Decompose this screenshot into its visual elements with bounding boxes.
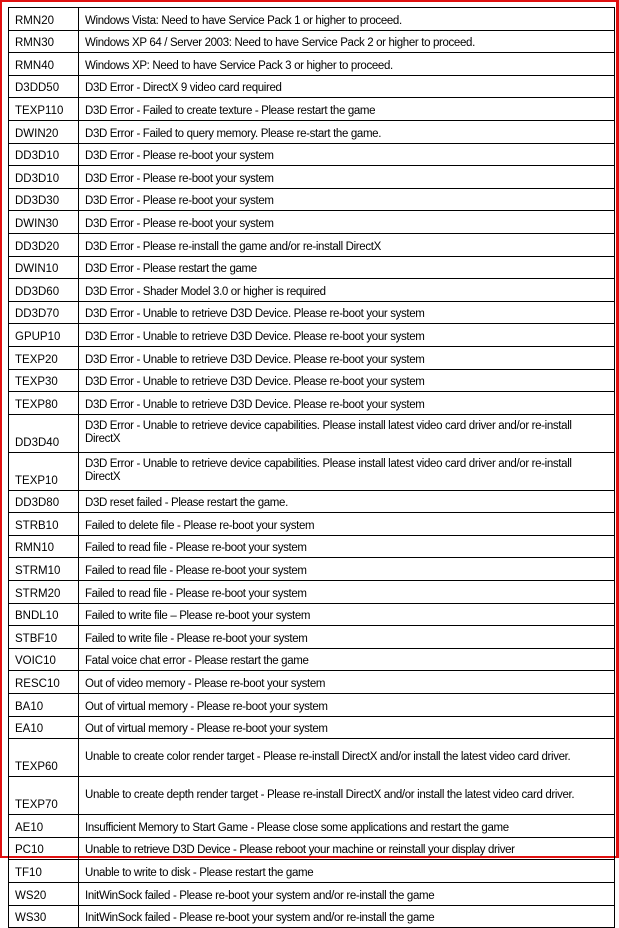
error-code-cell: TEXP70 — [9, 777, 79, 815]
error-description-cell: Failed to write file – Please re-boot your system — [79, 603, 615, 626]
table-row — [9, 188, 615, 211]
error-description-cell: Windows XP 64 / Server 2003: Need to have Service Pack 2 or higher to proceed. — [79, 30, 615, 53]
error-description-cell: D3D Error - Unable to retrieve D3D Device. Please re-boot your system — [79, 301, 615, 324]
error-description-cell: D3D Error - Unable to retrieve D3D Device. Please re-boot your system — [79, 346, 615, 369]
error-code-cell: STRM20 — [9, 581, 79, 604]
error-code-cell: GPUP10 — [9, 324, 79, 347]
error-code-cell: D3DD50 — [9, 75, 79, 98]
error-code-cell: DD3D10 — [9, 143, 79, 166]
error-code-cell: TEXP30 — [9, 369, 79, 392]
error-description-cell: D3D Error - Shader Model 3.0 or higher is required — [79, 279, 615, 302]
error-description-cell: Failed to write file - Please re-boot your system — [79, 626, 615, 649]
error-code-cell: TEXP20 — [9, 346, 79, 369]
error-code-cell: DD3D60 — [9, 279, 79, 302]
error-code-cell: RMN20 — [9, 8, 79, 31]
table-row — [9, 211, 615, 234]
table-row — [9, 837, 615, 860]
error-code-cell: WS30 — [9, 905, 79, 928]
table-row — [9, 905, 615, 928]
table-row — [9, 53, 615, 76]
table-row — [9, 279, 615, 302]
table-row — [9, 671, 615, 694]
error-description-cell: D3D reset failed - Please restart the game. — [79, 490, 615, 513]
table-row — [9, 392, 615, 415]
error-code-cell: STBF10 — [9, 626, 79, 649]
table-row — [9, 513, 615, 536]
error-code-cell: DD3D10 — [9, 166, 79, 189]
error-description-cell: InitWinSock failed - Please re-boot your system and/or re-install the game — [79, 905, 615, 928]
table-row — [9, 120, 615, 143]
error-description-cell: Out of virtual memory - Please re-boot your system — [79, 694, 615, 717]
error-description-cell: Insufficient Memory to Start Game - Please close some applications and restart the game — [79, 815, 615, 838]
table-row — [9, 716, 615, 739]
error-description-cell: D3D Error - Unable to retrieve D3D Device. Please re-boot your system — [79, 392, 615, 415]
table-row — [9, 648, 615, 671]
error-description-cell: D3D Error - Please re-boot your system — [79, 211, 615, 234]
table-row — [9, 414, 615, 452]
table-row — [9, 166, 615, 189]
error-description-cell: D3D Error - Unable to retrieve D3D Device. Please re-boot your system — [79, 324, 615, 347]
table-row — [9, 558, 615, 581]
error-description-cell: Out of video memory - Please re-boot your system — [79, 671, 615, 694]
table-row — [9, 369, 615, 392]
table-row — [9, 301, 615, 324]
error-code-cell: RESC10 — [9, 671, 79, 694]
error-code-cell: TEXP80 — [9, 392, 79, 415]
table-row — [9, 739, 615, 777]
error-description-cell: Unable to create color render target - Please re-install DirectX and/or install the latest video card driver. — [79, 739, 615, 777]
error-description-cell: D3D Error - DirectX 9 video card required — [79, 75, 615, 98]
error-code-cell: RMN30 — [9, 30, 79, 53]
table-row — [9, 535, 615, 558]
error-description-cell: D3D Error - Please re-install the game and/or re-install DirectX — [79, 233, 615, 256]
table-row — [9, 233, 615, 256]
table-row — [9, 324, 615, 347]
table-row — [9, 694, 615, 717]
error-code-cell: DD3D40 — [9, 414, 79, 452]
error-code-cell: RMN10 — [9, 535, 79, 558]
error-description-cell: Windows XP: Need to have Service Pack 3 or higher to proceed. — [79, 53, 615, 76]
table-row — [9, 626, 615, 649]
error-description-cell: D3D Error - Please restart the game — [79, 256, 615, 279]
error-description-cell: Out of virtual memory - Please re-boot your system — [79, 716, 615, 739]
table-row — [9, 860, 615, 883]
error-description-cell: D3D Error - Please re-boot your system — [79, 188, 615, 211]
error-code-cell: DD3D30 — [9, 188, 79, 211]
table-row — [9, 98, 615, 121]
error-description-cell: Unable to retrieve D3D Device - Please reboot your machine or reinstall your display driver — [79, 837, 615, 860]
error-description-cell: D3D Error - Unable to retrieve device capabilities. Please install latest video card driver and/or re-install DirectX — [79, 414, 615, 452]
error-code-cell: BA10 — [9, 694, 79, 717]
error-description-cell: Unable to write to disk - Please restart the game — [79, 860, 615, 883]
error-code-table — [8, 7, 615, 928]
error-description-cell: InitWinSock failed - Please re-boot your system and/or re-install the game — [79, 883, 615, 906]
table-row — [9, 452, 615, 490]
table-row — [9, 8, 615, 31]
table-row — [9, 581, 615, 604]
table-row — [9, 346, 615, 369]
error-description-cell: Failed to delete file - Please re-boot your system — [79, 513, 615, 536]
error-description-cell: Windows Vista: Need to have Service Pack 1 or higher to proceed. — [79, 8, 615, 31]
table-row — [9, 490, 615, 513]
table-row — [9, 815, 615, 838]
table-row — [9, 256, 615, 279]
table-row — [9, 30, 615, 53]
error-code-table-body — [9, 8, 615, 928]
error-code-cell: DWIN30 — [9, 211, 79, 234]
error-code-cell: VOIC10 — [9, 648, 79, 671]
error-code-cell: EA10 — [9, 716, 79, 739]
error-code-cell: STRM10 — [9, 558, 79, 581]
error-code-cell: DWIN10 — [9, 256, 79, 279]
error-code-cell: DD3D20 — [9, 233, 79, 256]
table-row — [9, 143, 615, 166]
error-description-cell: Failed to read file - Please re-boot your system — [79, 581, 615, 604]
error-code-cell: TEXP110 — [9, 98, 79, 121]
error-code-cell: DD3D80 — [9, 490, 79, 513]
error-code-cell: TEXP60 — [9, 739, 79, 777]
error-code-cell: WS20 — [9, 883, 79, 906]
error-description-cell: Failed to read file - Please re-boot your system — [79, 558, 615, 581]
error-description-cell: D3D Error - Failed to query memory. Please re-start the game. — [79, 120, 615, 143]
table-row — [9, 75, 615, 98]
table-row — [9, 883, 615, 906]
error-code-cell: STRB10 — [9, 513, 79, 536]
error-code-cell: RMN40 — [9, 53, 79, 76]
error-description-cell: Fatal voice chat error - Please restart the game — [79, 648, 615, 671]
error-description-cell: D3D Error - Please re-boot your system — [79, 143, 615, 166]
table-row — [9, 603, 615, 626]
error-description-cell: Failed to read file - Please re-boot your system — [79, 535, 615, 558]
error-description-cell: D3D Error - Failed to create texture - Please restart the game — [79, 98, 615, 121]
error-description-cell: D3D Error - Unable to retrieve D3D Device. Please re-boot your system — [79, 369, 615, 392]
error-code-cell: PC10 — [9, 837, 79, 860]
error-description-cell: D3D Error - Please re-boot your system — [79, 166, 615, 189]
error-description-cell: D3D Error - Unable to retrieve device capabilities. Please install latest video card driver and/or re-install DirectX — [79, 452, 615, 490]
table-row — [9, 777, 615, 815]
error-code-cell: DWIN20 — [9, 120, 79, 143]
error-code-cell: TEXP10 — [9, 452, 79, 490]
error-code-cell: TF10 — [9, 860, 79, 883]
error-code-cell: BNDL10 — [9, 603, 79, 626]
error-code-cell: AE10 — [9, 815, 79, 838]
error-code-cell: DD3D70 — [9, 301, 79, 324]
error-description-cell: Unable to create depth render target - Please re-install DirectX and/or install the latest video card driver. — [79, 777, 615, 815]
